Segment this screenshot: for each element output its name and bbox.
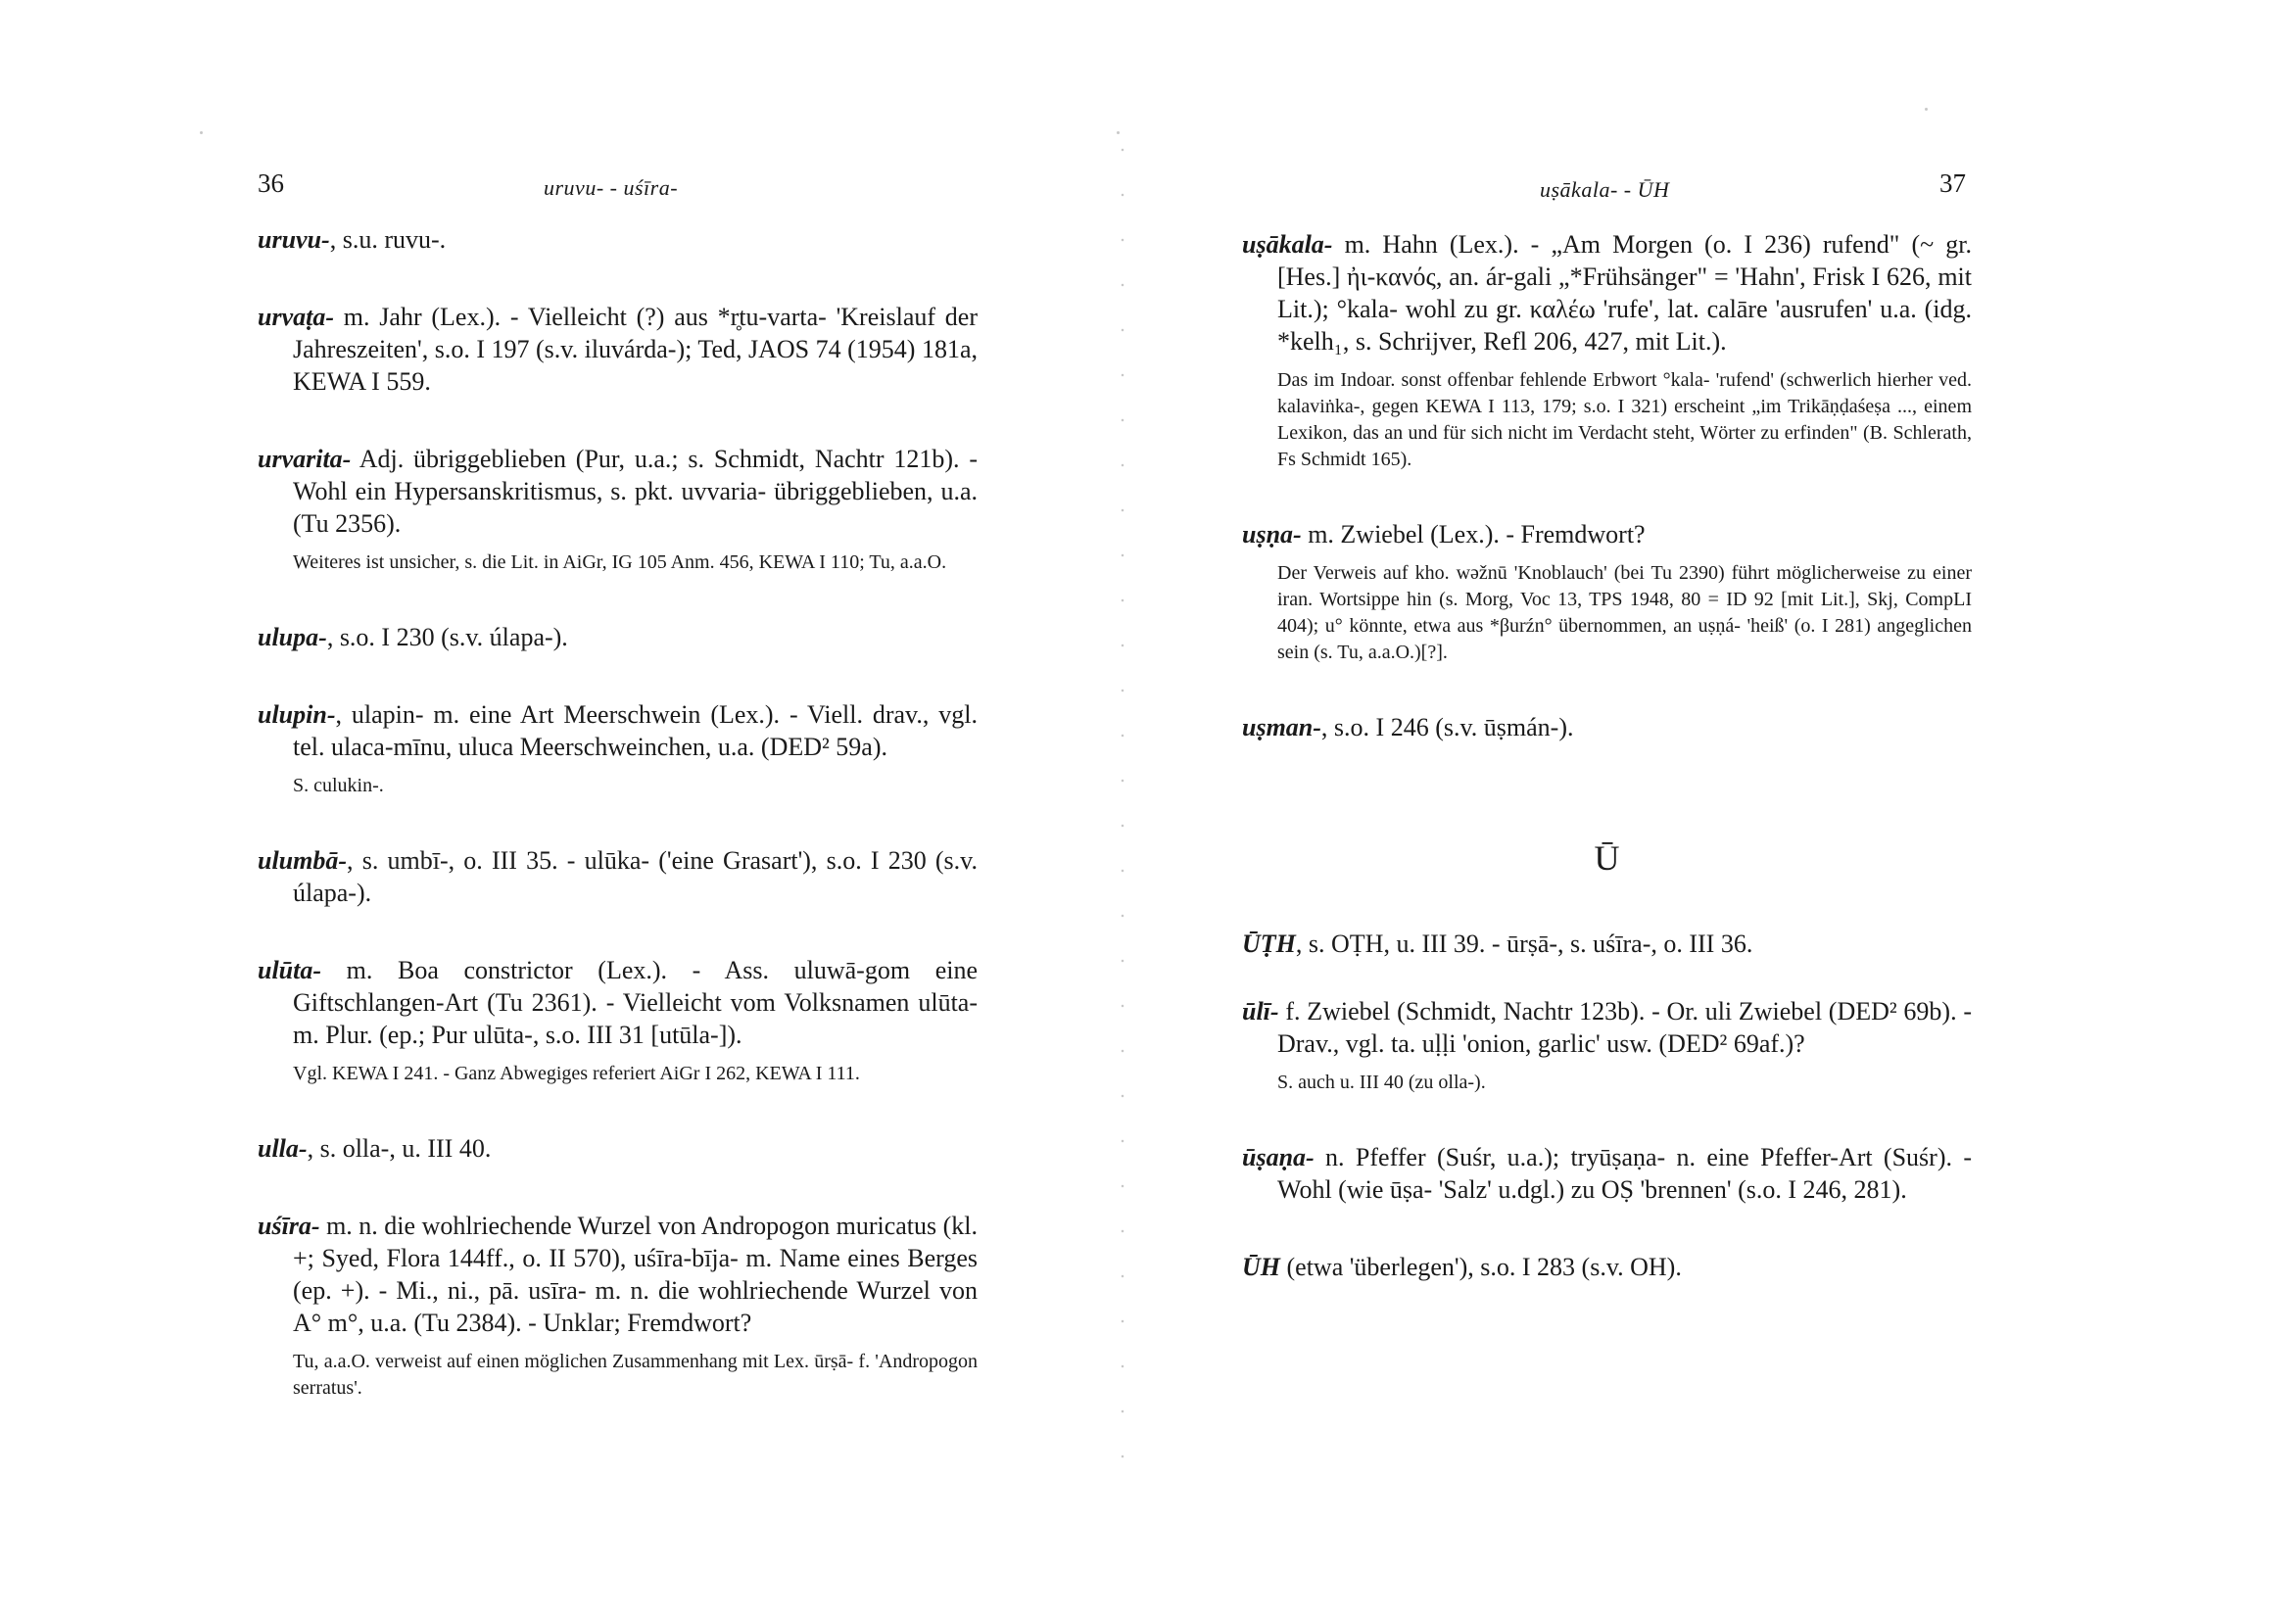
headword: uruvu- xyxy=(258,225,330,254)
entry-body: , s.o. I 246 (s.v. ūṣmán-). xyxy=(1320,713,1574,741)
left-page-number: 36 xyxy=(258,168,284,198)
headword: uṣākala- xyxy=(1242,230,1333,259)
right-running-head: uṣākala- - ŪH xyxy=(1540,177,1670,202)
entry-body: , s. olla-, u. III 40. xyxy=(307,1134,492,1163)
entry-body: m. Zwiebel (Lex.). - Fremdwort? xyxy=(1301,520,1646,549)
entry-body: m. Jahr (Lex.). - Vielleicht (?) aus *r̥tu-varta- 'Kreislauf der Jahreszeiten', s.o. I 197 (s.v. iluvárda-); Ted, JAOS 74 (1954) 181a, KEWA I 559. xyxy=(293,303,978,396)
entry-body: , s.o. I 230 (s.v. úlapa-). xyxy=(326,623,568,651)
entry-ulupa xyxy=(258,621,978,653)
entry-note: Der Verweis auf kho. wəžnū 'Knoblauch' (bei Tu 2390) führt möglicherweise zu einer iran. Wortsippe hin (s. Morg, Voc 13, TPS 1948, 80 = ID 92 [mit Lit.], Skj, CompLI 404); u° könnte, etwa aus *βurźn° übernommen, an uṣṇá- 'heiß' (o. I 281) angeglichen sein (s. Tu, a.a.O.)[?]. xyxy=(1277,562,1972,663)
entry-note: S. culukin-. xyxy=(293,775,384,796)
headword: uṣman- xyxy=(1242,713,1321,741)
headword: urvaṭa- xyxy=(258,303,334,331)
entry-usana xyxy=(1242,1141,1972,1206)
headword: ulupin- xyxy=(258,700,336,729)
entry-body: f. Zwiebel (Schmidt, Nachtr 123b). - Or. uli Zwiebel (DED² 69b). - Drav., vgl. ta. uḷḷi 'onion, garlic' usw. (DED² 69af.)? xyxy=(1277,997,1972,1058)
entry-body: Adj. übriggeblieben (Pur, u.a.; s. Schmidt, Nachtr 121b). - Wohl ein Hypersanskritismus, s. pkt. uvvaria- übriggeblieben, u.a. (Tu 2356). xyxy=(293,445,978,538)
entry-body: (etwa 'überlegen'), s.o. I 283 (s.v. OH). xyxy=(1280,1253,1682,1281)
entry-usna xyxy=(1242,518,1972,550)
entry-ulla xyxy=(258,1132,978,1165)
right-page xyxy=(1126,0,2296,1622)
entry-uli xyxy=(1242,995,1972,1060)
entry-uruvu xyxy=(258,223,978,256)
entry-note: Weiteres ist unsicher, s. die Lit. in AiGr, IG 105 Anm. 456, KEWA I 110; Tu, a.a.O. xyxy=(293,551,947,573)
entry-body: n. Pfeffer (Suśr, u.a.); tryūṣaṇa- n. eine Pfeffer-Art (Suśr). - Wohl (wie ūṣa- 'Salz' u.dgl.) zu OṢ 'brennen' (s.o. I 246, 281). xyxy=(1277,1143,1972,1204)
entry-uth xyxy=(1242,928,1972,960)
entry-uh xyxy=(1242,1251,1972,1283)
right-page-number: 37 xyxy=(1939,168,1966,198)
headword: ulumbā- xyxy=(258,846,348,875)
entry-body: m. n. die wohlriechende Wurzel von Andropogon muricatus (kl. +; Syed, Flora 144ff., o. II 570), uśīra-bīja- m. Name eines Berges (ep. +). - Mi., ni., pā. usīra- m. n. die wohlriechende Wurzel von A° m°, u.a. (Tu 2384). - Unklar; Fremdwort? xyxy=(293,1212,979,1337)
entry-note: Tu, a.a.O. verweist auf einen möglichen Zusammenhang mit Lex. ūrṣā- f. 'Andropogon serratus'. xyxy=(293,1351,978,1399)
entry-body: , ulapin- m. eine Art Meerschwein (Lex.). - Viell. drav., vgl. tel. ulaca-mīnu, uluca Meerschweinchen, u.a. (DED² 59a). xyxy=(293,700,978,761)
entry-body: m. Hahn (Lex.). - „Am Morgen (o. I 236) rufend" (~ gr. [Hes.] ἠι-κανός, an. ár-gali „*Frühsänger" = 'Hahn', Frisk I 626, mit Lit.); °kala- wohl zu gr. καλέω 'rufe', lat. calāre 'ausrufen' u.a. (idg. *kelh₁, s. Schrijver, Refl 206, 427, mit Lit.). xyxy=(1277,230,1972,356)
entry-body: , s. umbī-, o. III 35. - ulūka- ('eine Grasart'), s.o. I 230 (s.v. úlapa-). xyxy=(293,846,978,907)
entry-note: Vgl. KEWA I 241. - Ganz Abwegiges referiert AiGr I 262, KEWA I 111. xyxy=(293,1063,860,1084)
entry-urvarita xyxy=(258,443,978,540)
headword: ŪṬH xyxy=(1242,930,1296,958)
entry-usira xyxy=(258,1210,978,1339)
headword: uśīra- xyxy=(258,1212,320,1240)
headword: ulupa- xyxy=(258,623,327,651)
headword: ulūta- xyxy=(258,956,322,984)
section-letter: Ū xyxy=(1594,838,1620,878)
headword: ŪH xyxy=(1242,1253,1280,1281)
entry-note: Das im Indoar. sonst offenbar fehlende Erbwort °kala- 'rufend' (schwerlich hierher ved. kalaviṅka-, gegen KEWA I 113, 179; s.o. I 321) erscheint „im Trikāṇḍaśeṣa ..., einem Lexikon, das an und für sich nicht im Verdacht steht, Wörter zu erfinden" (B. Schlerath, Fs Schmidt 165). xyxy=(1277,369,1972,470)
headword: ulla- xyxy=(258,1134,308,1163)
entry-uluta xyxy=(258,954,978,1051)
left-column xyxy=(258,223,978,1402)
entry-note: S. auch u. III 40 (zu olla-). xyxy=(1277,1072,1486,1093)
entry-body: , s.u. ruvu-. xyxy=(329,225,447,254)
left-page xyxy=(0,0,1126,1622)
right-column xyxy=(1242,228,1972,1283)
headword: uṣṇa- xyxy=(1242,520,1302,549)
entry-urvata xyxy=(258,301,978,398)
entry-usman xyxy=(1242,711,1972,743)
entry-body: , s. OṬH, u. III 39. - ūrṣā-, s. uśīra-, o. III 36. xyxy=(1295,930,1753,958)
left-running-head: uruvu- - uśīra- xyxy=(544,175,679,200)
headword: ūlī- xyxy=(1242,997,1279,1026)
entry-body: m. Boa constrictor (Lex.). - Ass. uluwā-gom eine Giftschlangen-Art (Tu 2361). - Vielleicht vom Volksnamen ulūta- m. Plur. (ep.; Pur ulūta-, s.o. III 31 [utūla-]). xyxy=(293,956,978,1049)
entry-ulumba xyxy=(258,844,978,909)
headword: ūṣaṇa- xyxy=(1242,1143,1315,1171)
entry-ulupin xyxy=(258,698,978,763)
entry-usakala xyxy=(1242,228,1972,358)
headword: urvarita- xyxy=(258,445,352,473)
